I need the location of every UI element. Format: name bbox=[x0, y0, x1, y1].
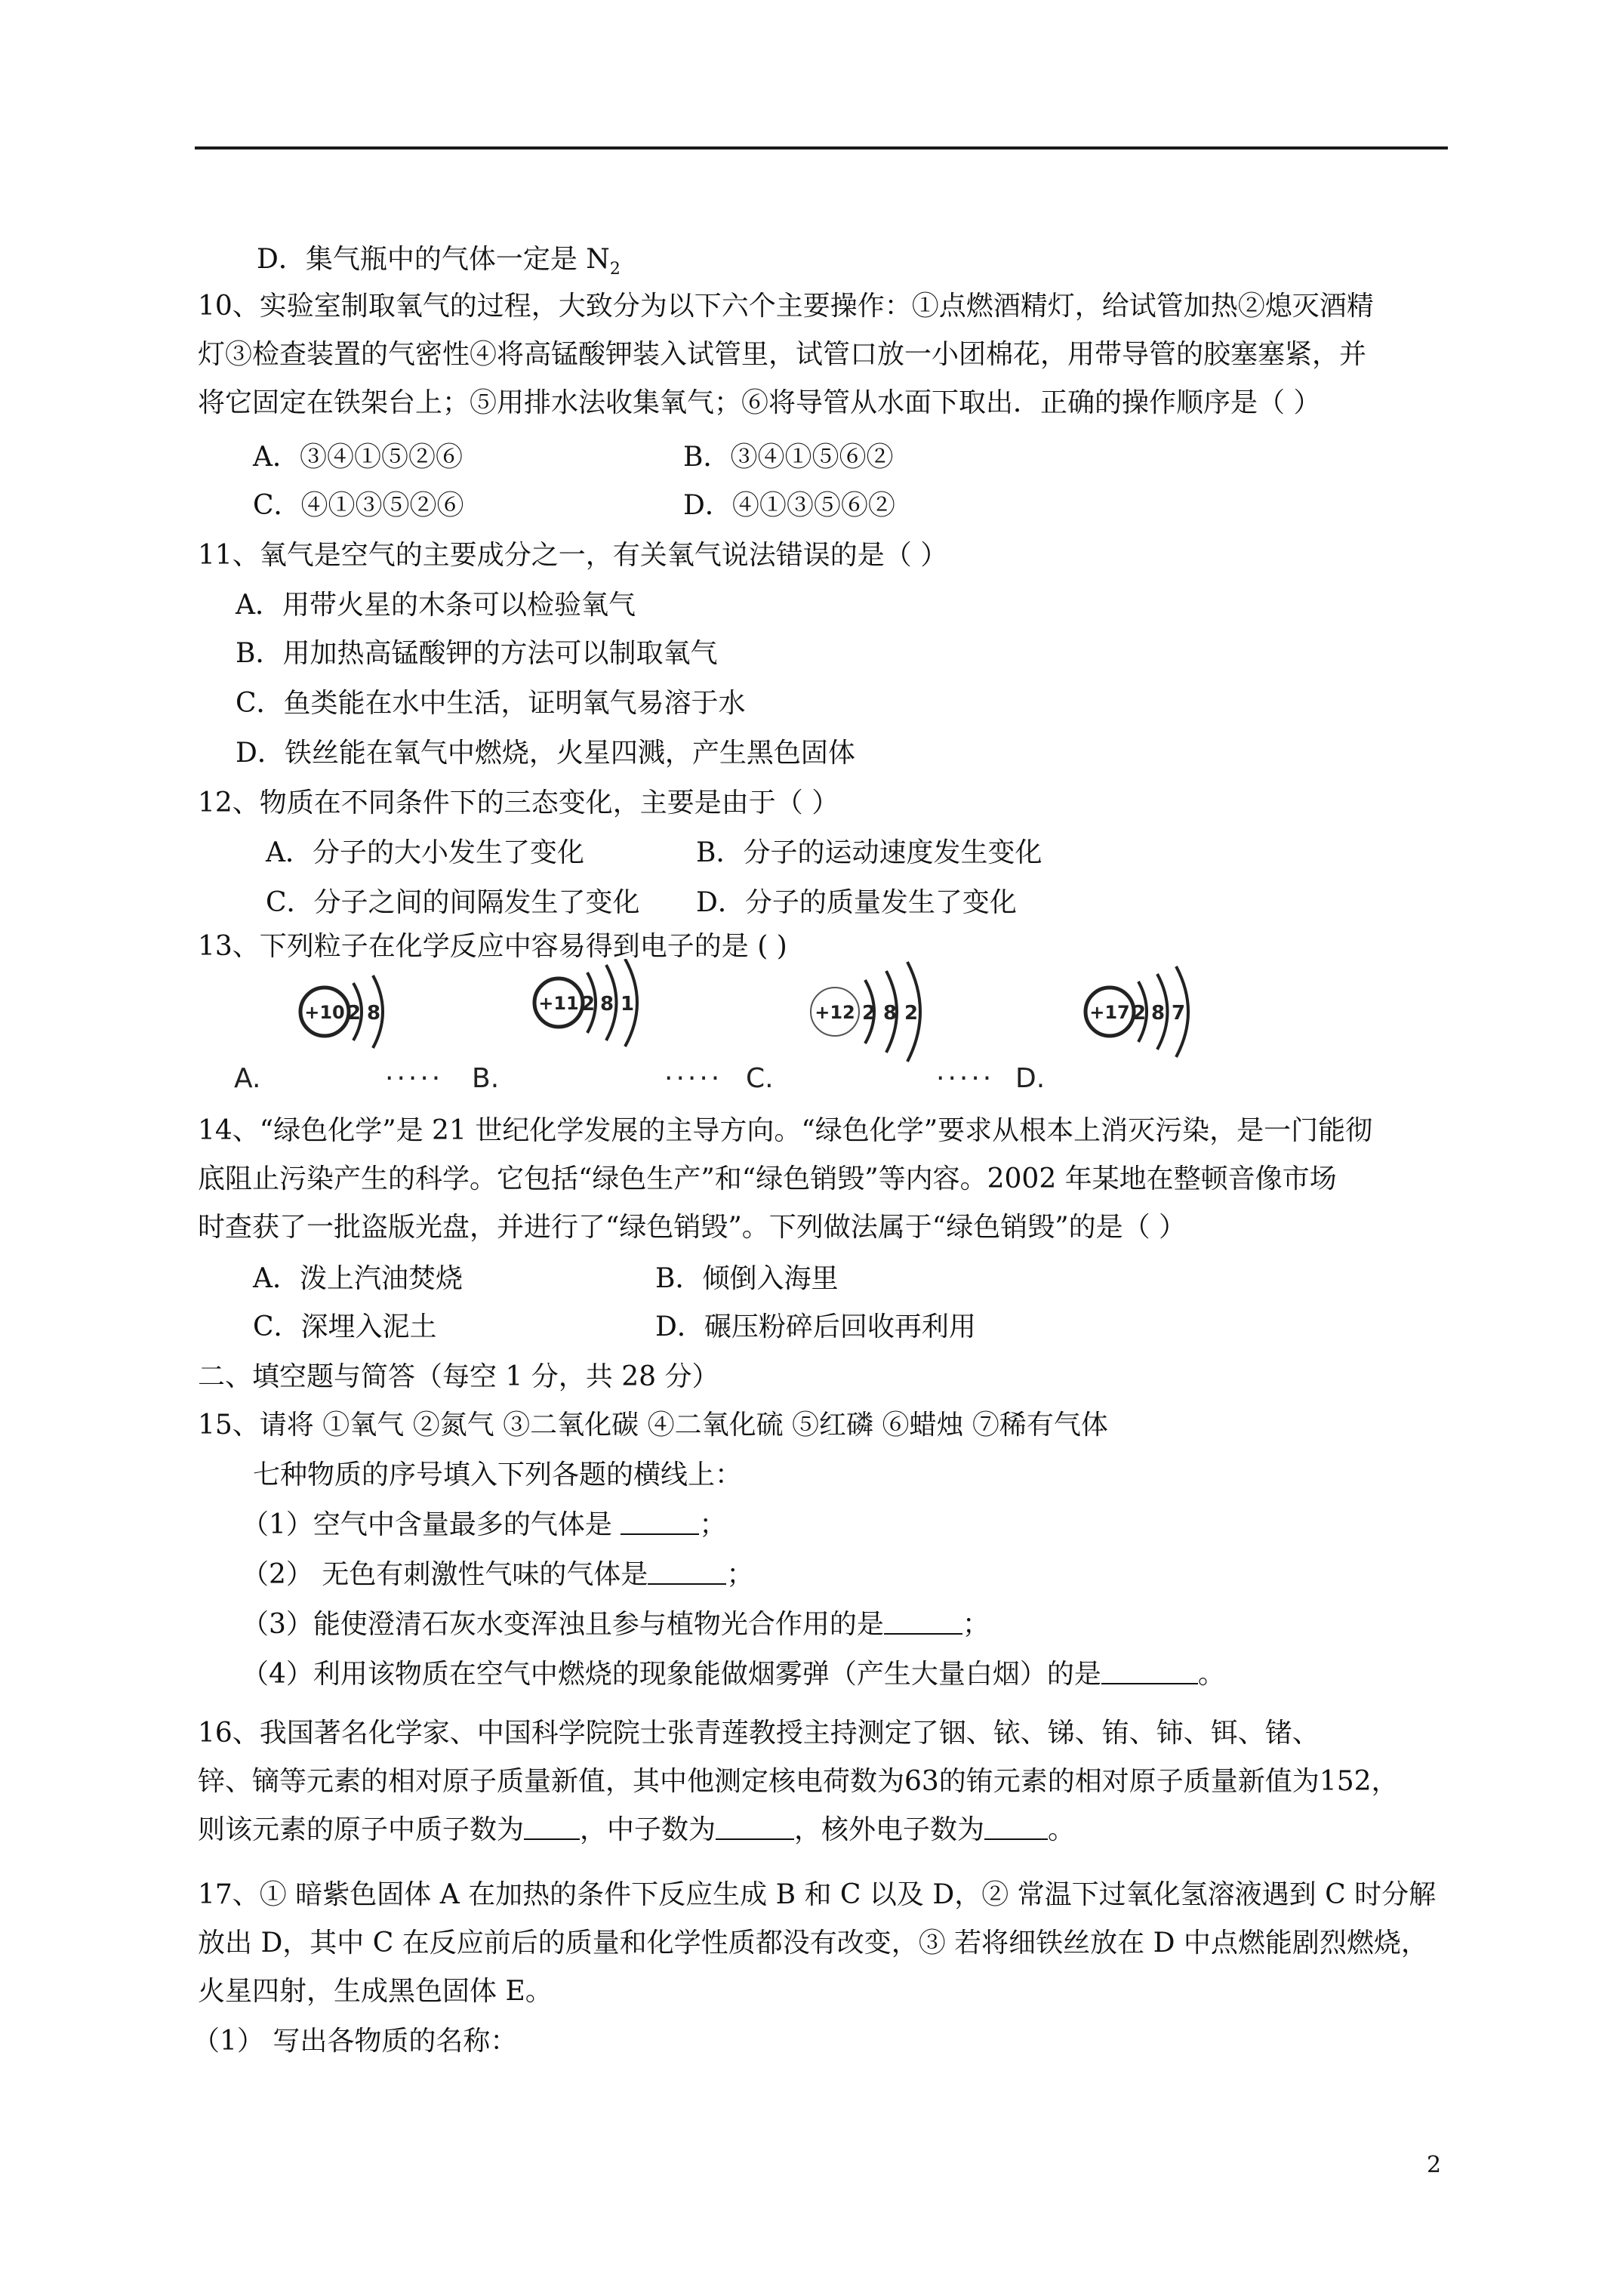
q14-option-a: A．泼上汽油焚烧 bbox=[253, 1263, 463, 1294]
atom-d-electron-3: 7 bbox=[1172, 1002, 1186, 1025]
q17-stem-line2: 放出 D，其中 C 在反应前后的质量和化学性质都没有改变，③ 若将细铁丝放在 D 中点燃能剧烈燃烧， bbox=[198, 1928, 1428, 1959]
atom-d-electron-1: 2 bbox=[1132, 1002, 1147, 1025]
atom-a-electron-1: 2 bbox=[347, 1002, 362, 1025]
q12-option-d: D．分子的质量发生了变化 bbox=[696, 887, 1017, 918]
q10-option-c: C．④①③⑤②⑥ bbox=[253, 490, 464, 521]
atom-a-nucleus: +10 bbox=[304, 1002, 345, 1023]
atom-b-label: B. bbox=[472, 1063, 500, 1094]
q10-stem-line3: 将它固定在铁架台上；⑤用排水法收集氧气；⑥将导管从水面下取出．正确的操作顺序是（ ） bbox=[198, 387, 1321, 418]
atom-b-electron-1: 2 bbox=[581, 993, 596, 1015]
q15-answer-blank-1[interactable] bbox=[621, 1511, 699, 1535]
atom-b-diagram bbox=[385, 959, 637, 1094]
atom-c-electron-2: 8 bbox=[883, 1002, 898, 1025]
svg-text:·····: ····· bbox=[385, 1063, 444, 1094]
q17-stem-line3: 火星四射，生成黑色固体 E。 bbox=[198, 1976, 553, 2007]
q16-proton-blank[interactable] bbox=[524, 1816, 580, 1840]
atom-c-electron-3: 2 bbox=[904, 1002, 919, 1025]
atom-c-label: C. bbox=[746, 1063, 774, 1094]
q14-stem-line3: 时查获了一批盗版光盘，并进行了“绿色销毁”。下列做法属于“绿色销毁”的是（ ） bbox=[198, 1212, 1187, 1243]
atom-structure-diagrams bbox=[226, 959, 1268, 1095]
atom-a-diagram bbox=[234, 975, 383, 1094]
q14-stem-line2: 底阻止污染产生的科学。它包括“绿色生产”和“绿色销毁”等内容。2002 年某地在整顿音像市场 bbox=[198, 1163, 1337, 1194]
q12-stem: 12、物质在不同条件下的三态变化，主要是由于（ ） bbox=[198, 787, 839, 818]
q15-answer-blank-3[interactable] bbox=[884, 1610, 962, 1635]
q10-stem-line1: 10、实验室制取氧气的过程，大致分为以下六个主要操作：①点燃酒精灯，给试管加热②熄灭酒精 bbox=[198, 291, 1374, 322]
atom-c-nucleus: +12 bbox=[815, 1002, 855, 1023]
atom-d-electron-2: 8 bbox=[1151, 1002, 1166, 1025]
page-number: 2 bbox=[1427, 2152, 1442, 2178]
q11-option-a: A．用带火星的木条可以检验氧气 bbox=[236, 590, 636, 621]
q15-stem: 15、请将 ①氧气 ②氮气 ③二氧化碳 ④二氧化硫 ⑤红磷 ⑥蜡烛 ⑦稀有气体 bbox=[198, 1410, 1108, 1441]
q16-electron-blank[interactable] bbox=[984, 1816, 1048, 1840]
atom-b-nucleus: +11 bbox=[538, 993, 579, 1014]
q17-sub-1: （1） 写出各物质的名称： bbox=[192, 2026, 518, 2057]
q14-option-b: B．倾倒入海里 bbox=[655, 1263, 839, 1294]
svg-text:·····: ····· bbox=[936, 1063, 995, 1094]
q13-stem: 13、下列粒子在化学反应中容易得到电子的是 ( ) bbox=[198, 931, 787, 962]
section-2-heading: 二、填空题与简答（每空 1 分，共 28 分） bbox=[198, 1361, 719, 1392]
q12-option-a: A．分子的大小发生了变化 bbox=[266, 837, 584, 868]
atom-a-label: A. bbox=[234, 1063, 261, 1094]
q15-intro: 七种物质的序号填入下列各题的横线上： bbox=[253, 1459, 743, 1490]
q14-option-d: D．碾压粉碎后回收再利用 bbox=[655, 1311, 976, 1342]
q16-stem-line2: 锌、镝等元素的相对原子质量新值，其中他测定核电荷数为63的铕元素的相对原子质量新值为152， bbox=[198, 1766, 1399, 1797]
atom-d-diagram bbox=[936, 966, 1188, 1094]
q12-option-c: C．分子之间的间隔发生了变化 bbox=[266, 887, 640, 918]
q10-option-b: B．③④①⑤⑥② bbox=[683, 442, 894, 473]
atom-a-electron-2: 8 bbox=[367, 1002, 381, 1025]
q14-option-c: C．深埋入泥土 bbox=[253, 1311, 437, 1342]
q16-stem-line1: 16、我国著名化学家、中国科学院院士张青莲教授主持测定了铟、铱、锑、铕、铈、铒、锗、 bbox=[198, 1718, 1320, 1749]
atom-d-label: D. bbox=[1015, 1063, 1046, 1094]
q11-stem: 11、氧气是空气的主要成分之一，有关氧气说法错误的是（ ） bbox=[198, 540, 948, 571]
q15-sub-2: （2） 无色有刺激性气味的气体是 ； bbox=[242, 1559, 754, 1590]
q14-stem-line1: 14、“绿色化学”是 21 世纪化学发展的主导方向。“绿色化学”要求从根本上消灭污染，是一门能彻 bbox=[198, 1115, 1373, 1146]
atom-d-nucleus: +17 bbox=[1089, 1002, 1130, 1023]
q15-answer-blank-2[interactable] bbox=[648, 1561, 726, 1585]
q16-stem-line3: 则该元素的原子中质子数为 ，中子数为 ，核外电子数为 。 bbox=[198, 1814, 1076, 1845]
q9-option-d: D．集气瓶中的气体一定是 $N_2$ bbox=[257, 244, 621, 279]
q15-sub-1: （1）空气中含量最多的气体是 ； bbox=[242, 1509, 727, 1540]
svg-text:·····: ····· bbox=[664, 1063, 723, 1094]
q17-stem-line1: 17、① 暗紫色固体 A 在加热的条件下反应生成 B 和 C 以及 D，② 常温下过氧化氢溶液遇到 C 时分解 bbox=[198, 1879, 1437, 1910]
q10-option-d: D．④①③⑤⑥② bbox=[683, 490, 895, 521]
q11-option-b: B．用加热高锰酸钾的方法可以制取氧气 bbox=[236, 638, 718, 669]
q10-stem-line2: 灯③检查装置的气密性④将高锰酸钾装入试管里，试管口放一小团棉花，用带导管的胶塞塞紧，并 bbox=[198, 339, 1367, 370]
q15-sub-3: （3）能使澄清石灰水变浑浊且参与植物光合作用的是 ； bbox=[242, 1609, 990, 1640]
atom-c-electron-1: 2 bbox=[862, 1002, 876, 1025]
q12-option-b: B．分子的运动速度发生变化 bbox=[696, 837, 1042, 868]
q15-answer-blank-4[interactable] bbox=[1101, 1660, 1198, 1684]
q15-sub-4: （4）利用该物质在空气中燃烧的现象能做烟雾弹（产生大量白烟）的是 。 bbox=[242, 1659, 1225, 1690]
atom-c-diagram bbox=[664, 962, 920, 1094]
q11-option-d: D．铁丝能在氧气中燃烧，火星四溅，产生黑色固体 bbox=[236, 738, 855, 769]
atom-b-electron-2: 8 bbox=[600, 993, 614, 1015]
atom-b-electron-3: 1 bbox=[621, 993, 635, 1015]
q10-option-a: A．③④①⑤②⑥ bbox=[253, 442, 463, 473]
q16-neutron-blank[interactable] bbox=[716, 1816, 794, 1840]
q11-option-c: C．鱼类能在水中生活，证明氧气易溶于水 bbox=[236, 688, 746, 719]
header-rule bbox=[195, 146, 1448, 149]
